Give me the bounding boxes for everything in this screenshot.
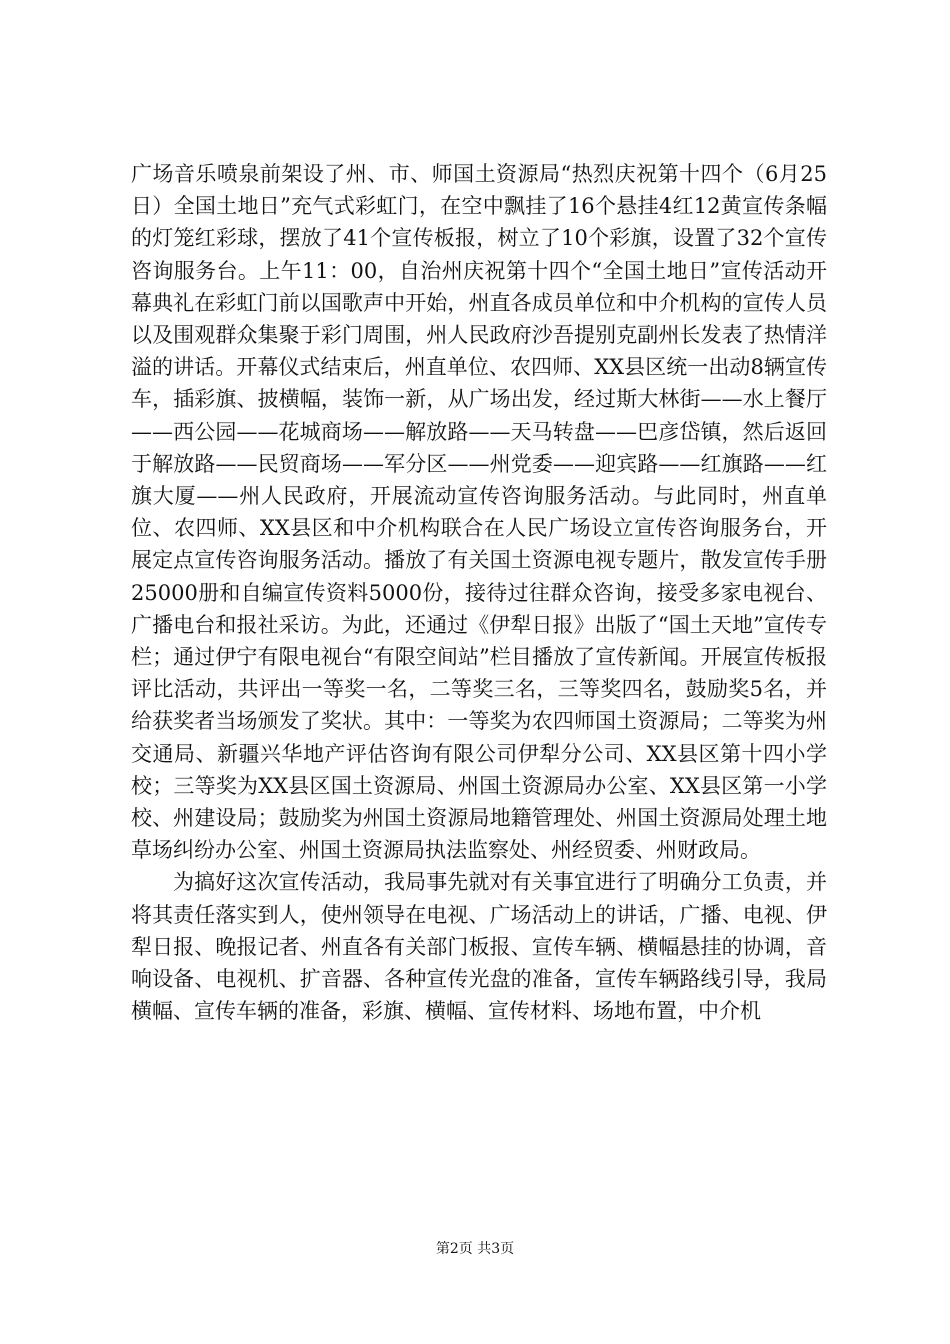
document-body [131,158,827,1027]
paragraph-1: 广场音乐喷泉前架设了州、市、师国土资源局“热烈庆祝第十四个（6月25日）全国土地日”充气式彩虹门，在空中飘挂了16个悬挂4红12黄宣传条幅的灯笼红彩球，摆放了41个宣传板报，树立了10个彩旗，设置了32个宣传咨询服务台。上午11：00，自治州庆祝第十四个“全国土地日”宣传活动开幕典礼在彩虹门前以国歌声中开始，州直各成员单位和中介机构的宣传人员以及围观群众集聚于彩门周围，州人民政府沙吾提别克副州长发表了热情洋溢的讲话。开幕仪式结束后，州直单位、农四师、XX县区统一出动8辆宣传车，插彩旗、披横幅，装饰一新，从广场出发，经过斯大林街——水上餐厅——西公园——花城商场——解放路——天马转盘——巴彦岱镇，然后返回于解放路——民贸商场——军分区——州党委——迎宾路——红旗路——红旗大厦——州人民政府，开展流动宣传咨询服务活动。与此同时，州直单位、农四师、XX县区和中介机构联合在人民广场设立宣传咨询服务台，开展定点宣传咨询服务活动。播放了有关国土资源电视专题片，散发宣传手册25000册和自编宣传资料5000份，接待过往群众咨询，接受多家电视台、广播电台和报社采访。为此，还通过《伊犁日报》出版了“国土天地”宣传专栏；通过伊宁有限电视台“有限空间站”栏目播放了宣传新闻。开展宣传板报评比活动，共评出一等奖一名，二等奖三名，三等奖四名，鼓励奖5名，并给获奖者当场颁发了奖状。其中：一等奖为农四师国土资源局；二等奖为州交通局、新疆兴华地产评估咨询有限公司伊犁分公司、XX县区第十四小学校；三等奖为XX县区国土资源局、州国土资源局办公室、XX县区第一小学校、州建设局；鼓励奖为州国土资源局地籍管理处、州国土资源局处理土地草场纠纷办公室、州国土资源局执法监察处、州经贸委、州财政局。 [131,162,827,863]
page-footer: 第2页 共3页 [435,1241,515,1257]
paragraph-2: 为搞好这次宣传活动，我局事先就对有关事宜进行了明确分工负责，并将其责任落实到人，使州领导在电视、广场活动上的讲话，广播、电视、伊犁日报、晚报记者、州直各有关部门板报、宣传车辆、横幅悬挂的协调，音响设备、电视机、扩音器、各种宣传光盘的准备，宣传车辆路线引导，我局横幅、宣传车辆的准备，彩旗、横幅、宣传材料、场地布置，中介机 [131,870,827,1024]
